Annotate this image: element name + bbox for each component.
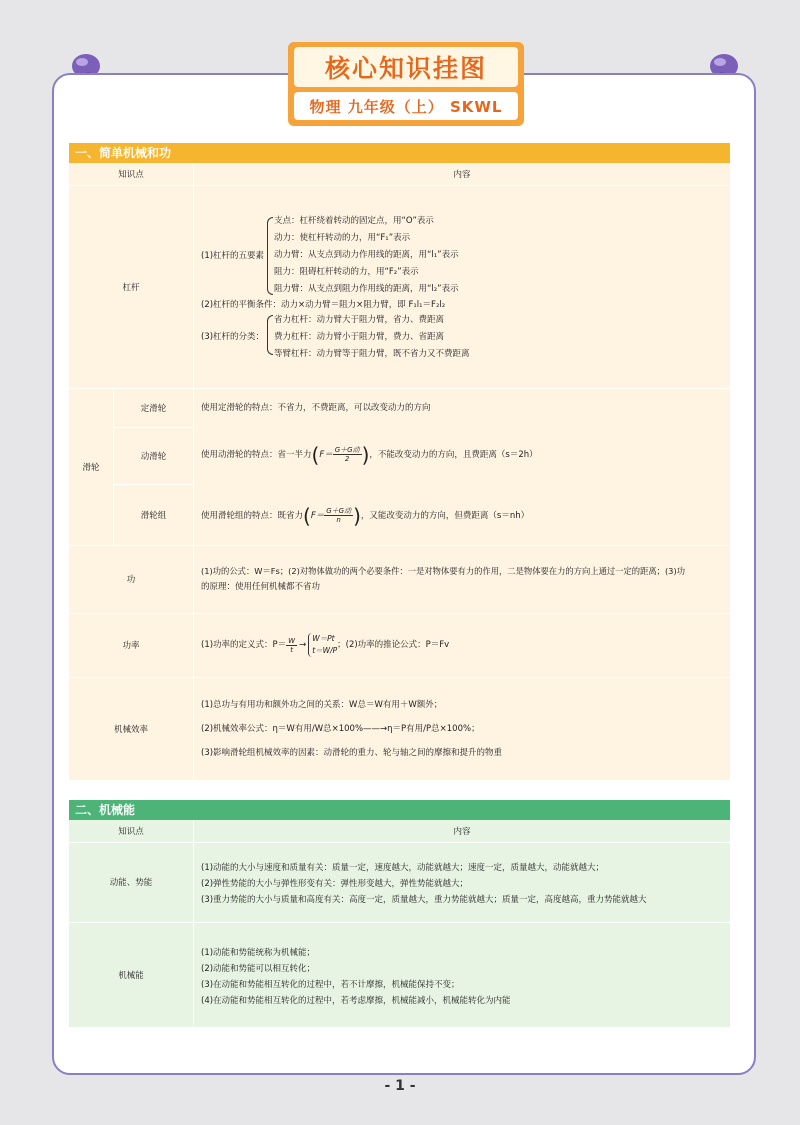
section1-title: 一、简单机械和功 [69,143,730,163]
list-item: (3)在动能和势能相互转化的过程中，若不计摩擦，机械能保持不变； [201,980,460,990]
list-item: 阻力：阻碍杠杆转动的力，用“F₂”表示 [274,267,419,277]
fraction: $\frac{\text{G＋G动}}{2}$ [334,446,360,463]
efficiency-line1: (1)总功与有用功和额外功之间的关系：W总＝W有用＋W额外； [201,700,443,710]
lever-row [69,185,730,389]
fraction: $\frac{\text{G＋G动}}{n}$ [326,507,352,524]
pulley-row [69,388,730,546]
title-banner [288,42,524,126]
lever-balance: (2)杠杆的平衡条件：动力×动力臂＝阻力×阻力臂，即 F₁l₁＝F₂l₂ [201,300,446,310]
pulley-block-text: 使用滑轮组的特点：既省力 ( F＝ $\frac{\text{G＋G动}}{n}$ ) ，又能改变动力的方向，但费距离（s＝nh） [201,503,530,528]
kinetic-potential-label: 动能、势能 [69,842,194,922]
lever-five-elements-label: (1)杠杆的五要素 [201,251,265,261]
list-item: 费力杠杆：动力臂小于阻力臂，费力、省距离 [274,332,445,342]
lever-label: 杠杆 [69,185,194,388]
list-item: 等臂杠杆：动力臂等于阻力臂，既不省力又不费距离 [274,349,470,359]
list-item: 动力臂：从支点到动力作用线的距离，用“l₁”表示 [274,250,459,260]
page-title: 核心知识挂图 [294,47,518,87]
page-subtitle: 物理 九年级（上） SKWL [294,92,518,120]
fixed-pulley-label: 定滑轮 [114,388,194,428]
brace [267,217,273,295]
table-header-row [69,163,730,186]
header-knowledge: 知识点 [69,163,194,185]
fixed-pulley-text: 使用定滑轮的特点：不省力，不费距离，可以改变动力的方向 [201,403,431,413]
power-formula: (1)功率的定义式：P＝ $\frac{W}{t}$ → W＝Pt t＝W/P ；(2)功率的推论公式：P＝Fv [201,634,450,655]
mechanical-energy-row [69,922,730,1027]
header-content: 内容 [453,827,471,837]
fraction: $\frac{W}{t}$ [288,636,296,654]
efficiency-label: 机械效率 [69,677,194,780]
pulley-label: 滑轮 [69,388,114,545]
page-number: - 1 - [384,1078,416,1094]
list-item: 支点：杠杆绕着转动的固定点，用“O”表示 [274,216,434,226]
efficiency-row [69,677,730,780]
work-label: 功 [69,545,194,613]
work-line1: (1)功的公式：W＝Fs；(2)对物体做功的两个必要条件：一是对物体要有力的作用，二是物体要在力的方向上通过一定的距离；(3)功 [201,566,685,576]
list-item: (2)动能和势能可以相互转化； [201,964,316,974]
list-item: (4)在动能和势能相互转化的过程中，若考虑摩擦，机械能减小，机械能转化为内能 [201,996,511,1006]
header-content: 内容 [453,170,471,180]
efficiency-line3: (3)影响滑轮组机械效率的因素：动滑轮的重力、轮与轴之间的摩擦和提升的物重 [201,748,503,758]
header-knowledge: 知识点 [69,820,194,842]
mechanical-energy-label: 机械能 [69,922,194,1027]
efficiency-line2: (2)机械效率公式：η＝W有用/W总×100%——→η＝P有用/P总×100%； [201,724,480,734]
pulley-block-label: 滑轮组 [114,485,194,545]
table-header-row [69,820,730,843]
work-row [69,545,730,614]
movable-pulley-text: 使用动滑轮的特点：省一半力 ( F＝ $\frac{\text{G＋G动}}{2}$ ) ，不能改变动力的方向，且费距离（s＝2h） [201,442,538,467]
list-item: (2)弹性势能的大小与弹性形变有关：弹性形变越大，弹性势能就越大； [201,879,469,889]
list-item: 动力：使杠杆转动的力，用“F₁”表示 [274,233,411,243]
power-label: 功率 [69,613,194,677]
list-item: 省力杠杆：动力臂大于阻力臂，省力、费距离 [274,315,445,325]
list-item: (1)动能的大小与速度和质量有关：质量一定，速度越大，动能就越大；速度一定，质量越大，动能就越大； [201,863,605,873]
work-line2: 的原理：使用任何机械都不省功 [201,582,321,592]
power-brace: W＝Pt t＝W/P [308,633,337,657]
list-item: 阻力臂：从支点到阻力作用线的距离，用“l₂”表示 [274,284,459,294]
brace [267,315,273,355]
list-item: (1)动能和势能统称为机械能； [201,948,316,958]
section2-title: 二、机械能 [69,800,730,820]
kinetic-potential-row [69,842,730,923]
lever-class-label: (3)杠杆的分类： [201,332,265,342]
section1-table [69,163,730,780]
power-row [69,613,730,678]
section2-table [69,820,730,1027]
movable-pulley-label: 动滑轮 [114,428,194,485]
list-item: (3)重力势能的大小与质量和高度有关：高度一定，质量越大，重力势能就越大；质量一定，高度越高，重力势能就越大 [201,895,647,905]
